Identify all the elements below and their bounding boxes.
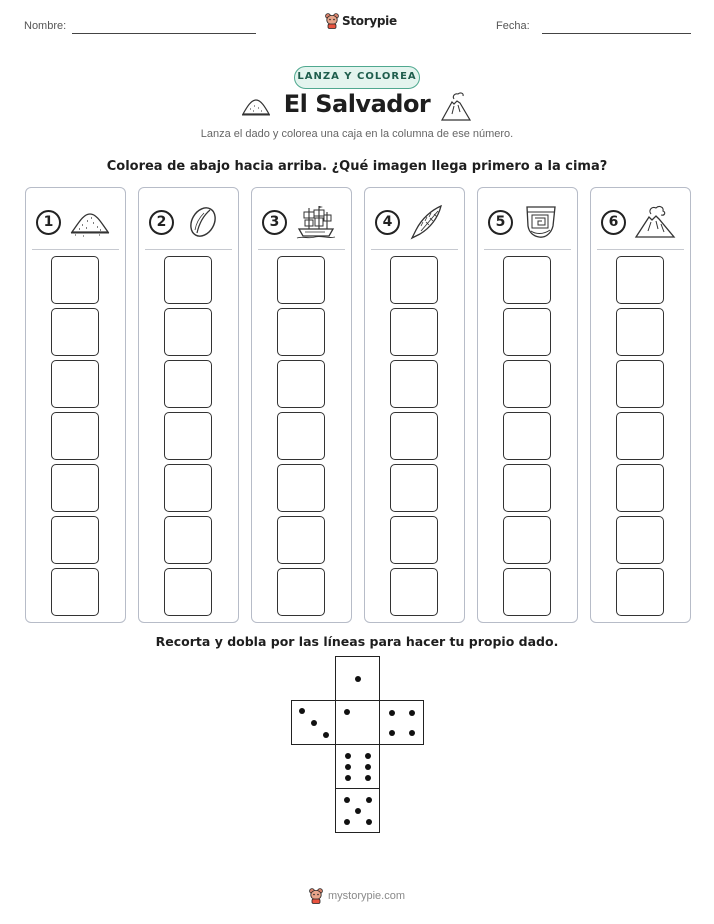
column-2	[138, 187, 239, 623]
color-box[interactable]	[164, 412, 212, 460]
box-stack	[277, 256, 325, 616]
column-5	[477, 187, 578, 623]
box-stack	[164, 256, 212, 616]
color-box[interactable]	[390, 464, 438, 512]
name-line[interactable]	[72, 33, 256, 34]
column-number: 2	[149, 210, 174, 235]
color-box[interactable]	[277, 412, 325, 460]
color-box[interactable]	[616, 568, 664, 616]
die-pip	[344, 797, 350, 803]
column-header	[488, 204, 571, 240]
column-number: 5	[488, 210, 513, 235]
color-box[interactable]	[164, 308, 212, 356]
die-pip	[365, 775, 371, 781]
die-face-6	[335, 744, 380, 789]
die-face-1	[335, 656, 380, 701]
color-box[interactable]	[51, 568, 99, 616]
column-header	[36, 204, 119, 240]
die-pip	[389, 730, 395, 736]
die-pip	[389, 710, 395, 716]
name-field[interactable]	[24, 20, 66, 32]
column-header	[375, 204, 458, 240]
die-pip	[345, 753, 351, 759]
color-box[interactable]	[503, 360, 551, 408]
column-divider	[371, 249, 458, 250]
arrowhead-icon	[408, 204, 450, 240]
mascot-icon	[325, 13, 339, 29]
die-pip	[299, 708, 305, 714]
die-pip	[366, 819, 372, 825]
date-field[interactable]	[496, 20, 530, 32]
color-box[interactable]	[164, 360, 212, 408]
activity-badge: LANZA Y COLOREA	[294, 66, 420, 89]
color-box[interactable]	[51, 360, 99, 408]
color-box[interactable]	[503, 308, 551, 356]
die-pip	[323, 732, 329, 738]
color-box[interactable]	[51, 308, 99, 356]
column-1	[25, 187, 126, 623]
die-pip	[344, 819, 350, 825]
column-header	[601, 204, 684, 240]
die-pip	[365, 753, 371, 759]
column-6	[590, 187, 691, 623]
column-3	[251, 187, 352, 623]
color-box[interactable]	[277, 360, 325, 408]
color-box[interactable]	[616, 464, 664, 512]
column-number: 3	[262, 210, 287, 235]
sand-pile-icon	[69, 206, 111, 238]
column-header	[262, 204, 345, 240]
die-pip	[311, 720, 317, 726]
color-box[interactable]	[390, 568, 438, 616]
die-pip	[365, 764, 371, 770]
color-box[interactable]	[277, 516, 325, 564]
color-box[interactable]	[616, 256, 664, 304]
die-pip	[344, 709, 350, 715]
color-box[interactable]	[503, 256, 551, 304]
die-pip	[409, 710, 415, 716]
die-pip	[345, 764, 351, 770]
cacao-bean-icon	[182, 206, 224, 238]
column-divider	[145, 249, 232, 250]
color-box[interactable]	[51, 516, 99, 564]
subtitle: Lanza el dado y colorea una caja en la columna de ese número.	[200, 128, 514, 140]
color-box[interactable]	[390, 256, 438, 304]
column-header	[149, 204, 232, 240]
die-pip	[345, 775, 351, 781]
color-box[interactable]	[51, 412, 99, 460]
brand-name: Storypie	[342, 14, 397, 28]
die-pip	[366, 797, 372, 803]
color-box[interactable]	[616, 516, 664, 564]
die-face-3	[291, 700, 336, 745]
color-box[interactable]	[390, 308, 438, 356]
footer-site[interactable]: mystorypie.com	[327, 890, 406, 902]
die-face-1	[335, 700, 380, 745]
volcano-icon	[440, 90, 472, 122]
color-box[interactable]	[390, 516, 438, 564]
column-divider	[258, 249, 345, 250]
column-number: 6	[601, 210, 626, 235]
name-label: Nombre:	[24, 20, 67, 32]
column-4	[364, 187, 465, 623]
column-divider	[32, 249, 119, 250]
sailing-ship-icon	[295, 204, 337, 240]
coloring-columns	[25, 187, 691, 623]
color-box[interactable]	[503, 412, 551, 460]
color-box[interactable]	[277, 464, 325, 512]
footer	[0, 888, 714, 904]
box-stack	[390, 256, 438, 616]
color-box[interactable]	[390, 412, 438, 460]
color-box[interactable]	[51, 464, 99, 512]
color-box[interactable]	[164, 256, 212, 304]
color-box[interactable]	[616, 412, 664, 460]
die-pip	[355, 808, 361, 814]
die-pip	[409, 730, 415, 736]
die-face-4	[379, 700, 424, 745]
date-line[interactable]	[542, 33, 691, 34]
color-box[interactable]	[51, 256, 99, 304]
color-box[interactable]	[277, 568, 325, 616]
color-box[interactable]	[277, 256, 325, 304]
color-box[interactable]	[616, 360, 664, 408]
column-number: 4	[375, 210, 400, 235]
column-divider	[484, 249, 571, 250]
die-face-5	[335, 788, 380, 833]
color-box[interactable]	[164, 464, 212, 512]
cut-instruction: Recorta y dobla por las líneas para hacer tu propio dado.	[155, 634, 559, 649]
color-box[interactable]	[503, 464, 551, 512]
storypie-logo	[325, 13, 397, 29]
color-box[interactable]	[277, 308, 325, 356]
column-number: 1	[36, 210, 61, 235]
volcano-icon	[634, 204, 676, 240]
color-box[interactable]	[164, 516, 212, 564]
column-divider	[597, 249, 684, 250]
color-box[interactable]	[164, 568, 212, 616]
box-stack	[503, 256, 551, 616]
color-box[interactable]	[616, 308, 664, 356]
mayan-pottery-icon	[521, 204, 563, 240]
box-stack	[616, 256, 664, 616]
instruction: Colorea de abajo hacia arriba. ¿Qué imagen llega primero a la cima?	[106, 159, 608, 174]
die-pip	[355, 676, 361, 682]
box-stack	[51, 256, 99, 616]
color-box[interactable]	[503, 516, 551, 564]
date-label: Fecha:	[496, 20, 530, 32]
page-title: El Salvador	[283, 90, 431, 118]
mascot-icon	[309, 888, 323, 904]
color-box[interactable]	[390, 360, 438, 408]
color-box[interactable]	[503, 568, 551, 616]
